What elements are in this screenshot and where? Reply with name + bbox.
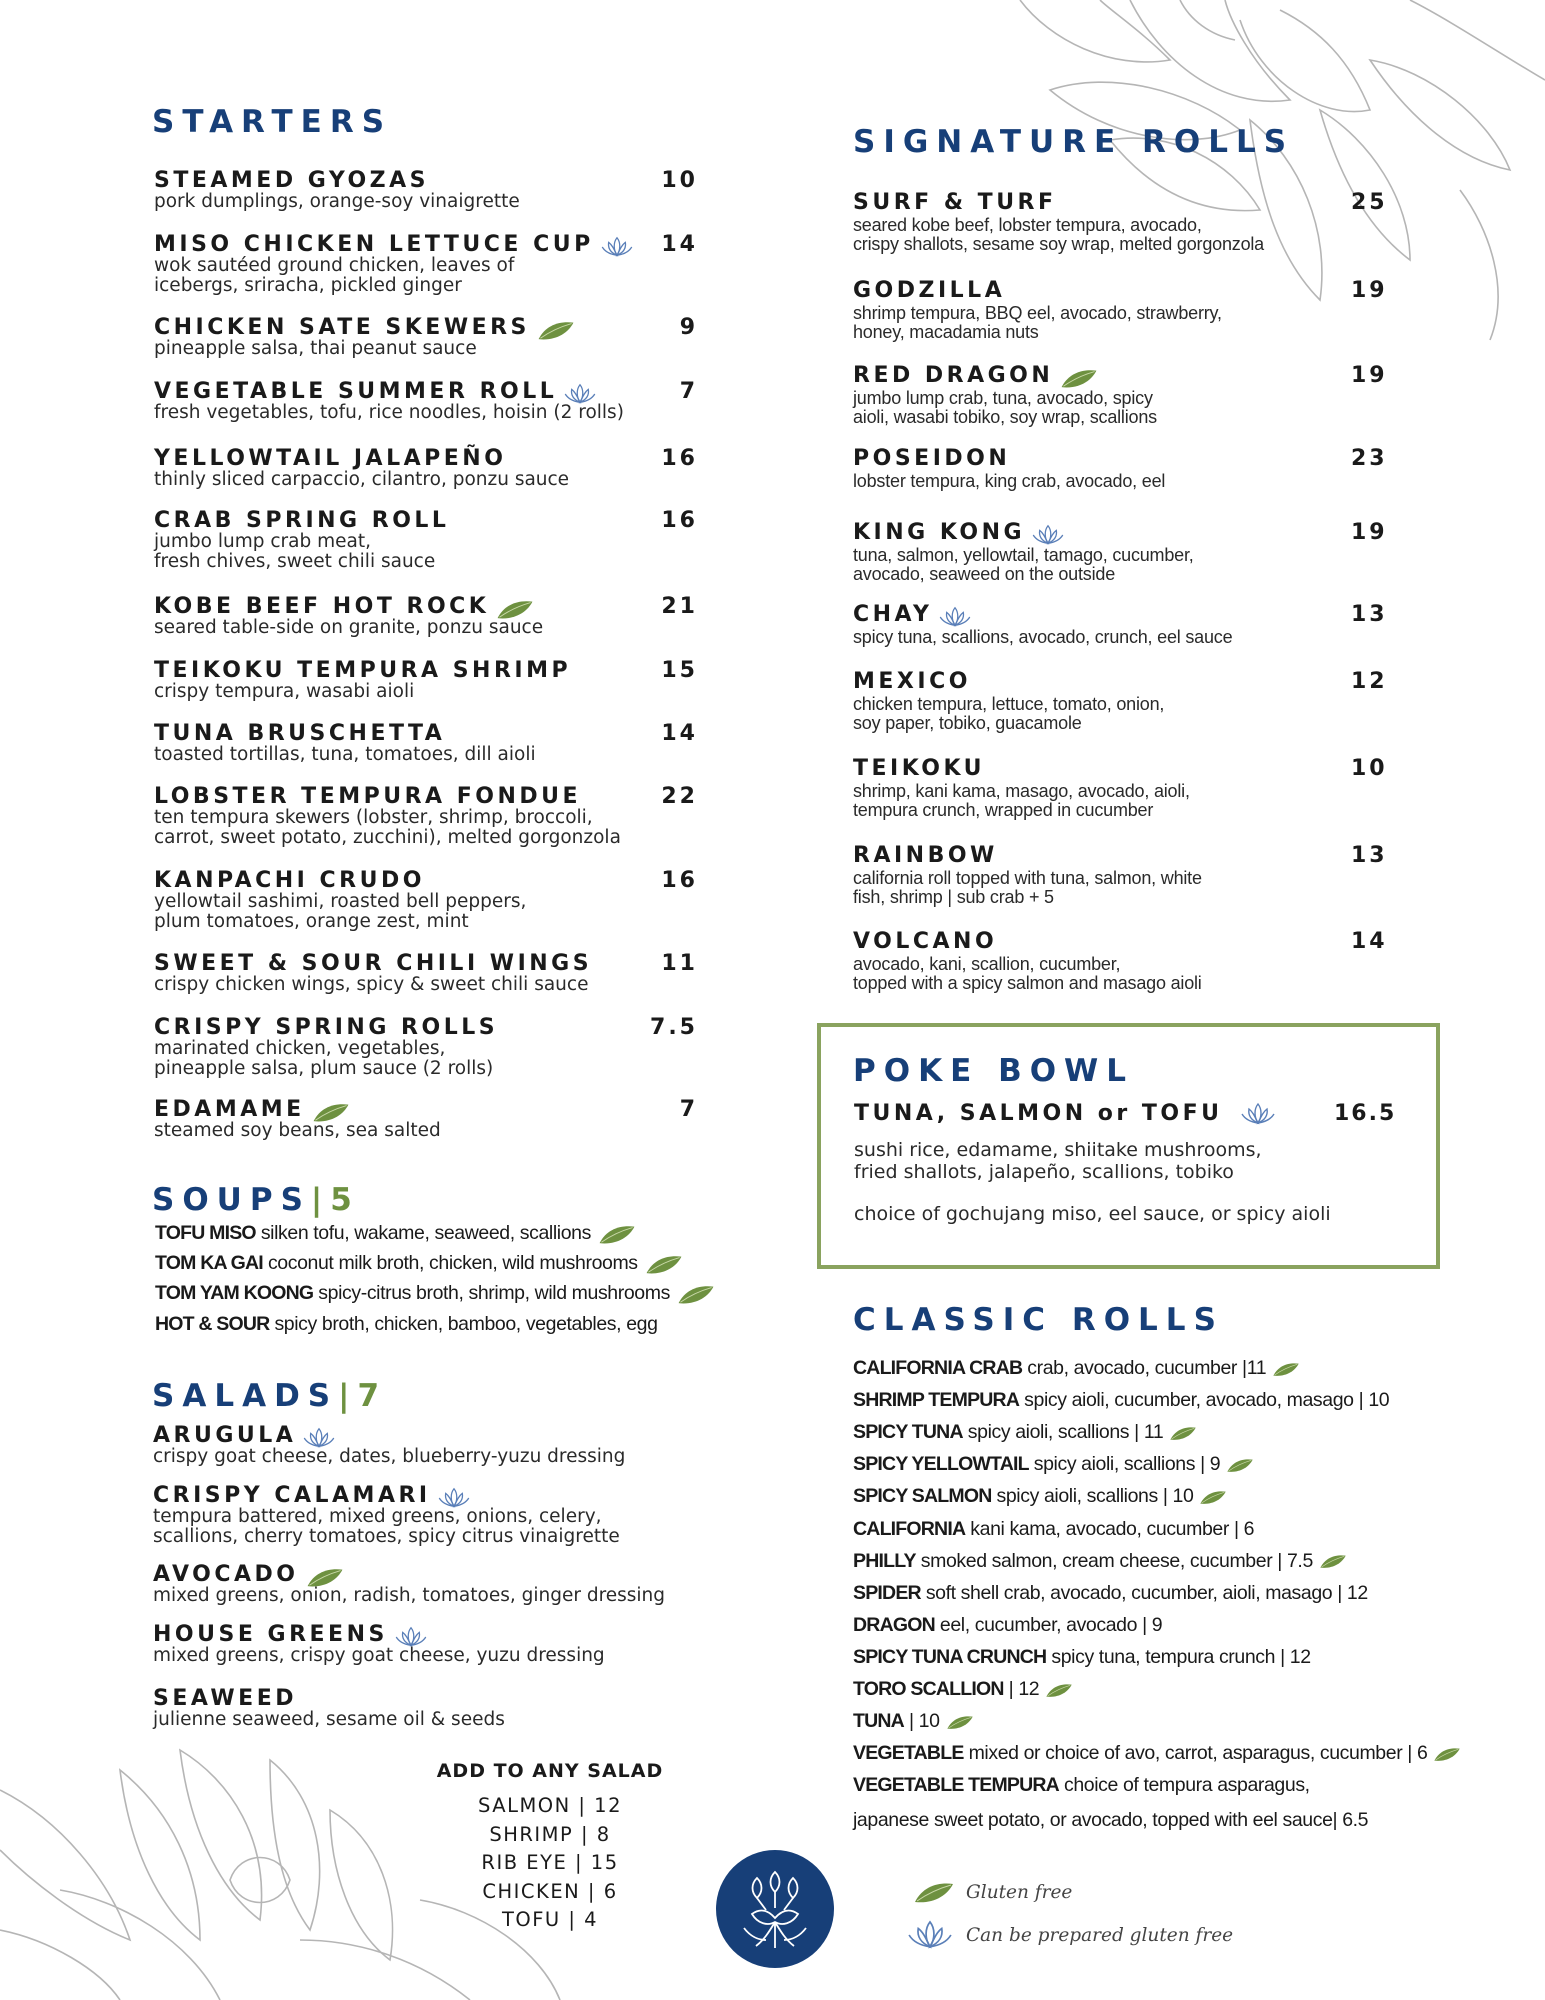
menu-item xyxy=(154,315,698,359)
starters-title: STARTERS xyxy=(152,104,393,140)
add-to-salad-list xyxy=(430,1792,670,1935)
item-name: LOBSTER TEMPURA FONDUE xyxy=(154,784,582,809)
leaf-icon xyxy=(311,1101,351,1123)
item-name: YELLOWTAIL JALAPEÑO xyxy=(154,446,507,471)
menu-item xyxy=(154,232,698,296)
item-desc: lobster tempura, king crab, avocado, eel xyxy=(853,471,1166,491)
poke-bowl-price: 16.5 xyxy=(1334,1101,1397,1126)
soup-name: TOFU MISO xyxy=(155,1222,256,1244)
menu-item xyxy=(154,1097,698,1141)
poke-bowl-name xyxy=(854,1101,1276,1127)
item-price: 23 xyxy=(1351,446,1388,471)
leaf-icon xyxy=(676,1283,716,1305)
soup-name: HOT & SOUR xyxy=(155,1313,270,1335)
item-desc: pork dumplings, orange-soy vinaigrette xyxy=(154,191,520,212)
item-desc: thinly sliced carpaccio, cilantro, ponzu sauce xyxy=(154,469,570,490)
classic-roll-item xyxy=(853,1421,1197,1444)
item-name: STEAMED GYOZAS xyxy=(154,168,429,193)
soups-title xyxy=(152,1182,360,1218)
soup-desc: spicy-citrus broth, shrimp, wild mushrooms xyxy=(318,1282,670,1304)
classic-last-line: japanese sweet potato, or avocado, topped with eel sauce| 6.5 xyxy=(853,1809,1369,1831)
roll-desc: choice of tempura asparagus, xyxy=(1058,1774,1310,1797)
item-desc: marinated chicken, vegetables, pineapple salsa, plum sauce (2 rolls) xyxy=(154,1038,494,1079)
menu-item xyxy=(853,843,1393,907)
leaf-icon xyxy=(913,1880,955,1904)
item-desc: jumbo lump crab meat, fresh chives, sweet chili sauce xyxy=(154,531,436,572)
item-price: 7.5 xyxy=(650,1015,698,1040)
soup-desc: coconut milk broth, chicken, wild mushrooms xyxy=(267,1252,638,1274)
item-desc: yellowtail sashimi, roasted bell peppers, plum tomatoes, orange zest, mint xyxy=(154,891,527,932)
item-name: GODZILLA xyxy=(853,278,1006,303)
poke-bowl-choice: choice of gochujang miso, eel sauce, or spicy aioli xyxy=(854,1203,1331,1225)
salad-item xyxy=(153,1686,713,1730)
item-desc: seared table-side on granite, ponzu sauce xyxy=(154,617,544,638)
item-price: 7 xyxy=(679,379,698,404)
item-name: HOUSE GREENS xyxy=(153,1622,388,1647)
leaf-icon xyxy=(1199,1489,1227,1505)
soup-desc: silken tofu, wakame, seaweed, scallions xyxy=(260,1222,591,1244)
classic-roll-item xyxy=(853,1582,1368,1605)
soup-item xyxy=(155,1313,658,1336)
leaf-icon xyxy=(597,1223,637,1245)
signature-rolls-title: SIGNATURE ROLLS xyxy=(853,124,1295,160)
classic-roll-item xyxy=(853,1518,1254,1541)
lotus-icon xyxy=(563,382,597,406)
menu-item xyxy=(853,602,1393,647)
leaf-icon xyxy=(1045,1682,1073,1698)
menu-item xyxy=(154,508,698,572)
roll-desc: spicy tuna, tempura crunch | 12 xyxy=(1046,1645,1311,1668)
leaf-icon xyxy=(1226,1457,1254,1473)
roll-name: SPICY TUNA CRUNCH xyxy=(853,1645,1047,1668)
roll-name: CALIFORNIA CRAB xyxy=(853,1357,1023,1379)
leaf-icon xyxy=(305,1566,345,1588)
poke-bowl-name-text: TUNA, SALMON or TOFU xyxy=(854,1101,1223,1126)
item-desc: jumbo lump crab, tuna, avocado, spicy aioli, wasabi tobiko, soy wrap, scallions xyxy=(853,388,1157,427)
menu-item xyxy=(154,868,698,932)
restaurant-logo xyxy=(714,1848,836,1970)
menu-item xyxy=(853,929,1393,993)
item-desc: california roll topped with tuna, salmon, white fish, shrimp | sub crab + 5 xyxy=(853,868,1202,907)
roll-name: TUNA xyxy=(853,1710,904,1733)
roll-name: SPICY SALMON xyxy=(853,1485,992,1508)
item-desc: wok sautéed ground chicken, leaves of icebergs, sriracha, pickled ginger xyxy=(154,255,515,296)
menu-item xyxy=(154,379,698,423)
leaf-icon xyxy=(536,319,576,341)
item-desc: shrimp, kani kama, masago, avocado, aioli, tempura crunch, wrapped in cucumber xyxy=(853,781,1190,820)
item-price: 13 xyxy=(1351,602,1388,627)
roll-name: VEGETABLE TEMPURA xyxy=(853,1774,1059,1797)
item-price: 14 xyxy=(661,232,698,257)
item-desc: avocado, kani, scallion, cucumber, topped with a spicy salmon and masago aioli xyxy=(853,954,1202,993)
lotus-icon xyxy=(600,235,634,259)
leaf-icon xyxy=(495,598,535,620)
menu-item xyxy=(154,951,698,995)
classic-roll-item xyxy=(853,1710,974,1733)
roll-name: SPIDER xyxy=(853,1581,921,1604)
menu-item xyxy=(154,168,698,212)
salad-item xyxy=(153,1562,713,1606)
item-desc: steamed soy beans, sea salted xyxy=(154,1120,441,1141)
addon-item: CHICKEN | 6 xyxy=(482,1879,618,1903)
item-name: VEGETABLE SUMMER ROLL xyxy=(154,379,558,404)
leaf-icon xyxy=(1169,1425,1197,1441)
add-to-salad xyxy=(430,1760,670,1935)
item-desc: toasted tortillas, tuna, tomatoes, dill aioli xyxy=(154,744,536,765)
item-name: TEIKOKU xyxy=(853,756,986,781)
item-price: 16 xyxy=(661,446,698,471)
addon-item: TOFU | 4 xyxy=(501,1908,599,1931)
menu-item xyxy=(853,756,1393,820)
soup-item xyxy=(155,1252,684,1275)
item-desc: pineapple salsa, thai peanut sauce xyxy=(154,338,477,359)
salad-item xyxy=(153,1483,713,1547)
classic-roll-item xyxy=(853,1550,1347,1573)
item-name: TUNA BRUSCHETTA xyxy=(154,721,446,746)
item-desc: julienne seaweed, sesame oil & seeds xyxy=(153,1709,505,1730)
menu-item xyxy=(853,278,1393,342)
leaf-icon xyxy=(1433,1746,1461,1762)
classic-roll-item xyxy=(853,1742,1461,1765)
soups-title-text: SOUPS xyxy=(152,1182,311,1218)
item-desc: fresh vegetables, tofu, rice noodles, hoisin (2 rolls) xyxy=(154,402,624,423)
item-name: TEIKOKU TEMPURA SHRIMP xyxy=(154,658,572,683)
menu-item xyxy=(853,669,1393,733)
item-name: SEAWEED xyxy=(153,1686,297,1711)
item-price: 16 xyxy=(661,868,698,893)
item-price: 15 xyxy=(661,658,698,683)
soup-item xyxy=(155,1282,716,1305)
lotus-icon xyxy=(1031,523,1065,547)
classic-rolls-title: CLASSIC ROLLS xyxy=(853,1302,1224,1338)
item-price: 16 xyxy=(661,508,698,533)
salads-title-text: SALADS xyxy=(152,1378,339,1414)
item-price: 14 xyxy=(661,721,698,746)
item-price: 10 xyxy=(1351,756,1388,781)
item-name: EDAMAME xyxy=(154,1097,305,1122)
soup-name: TOM KA GAI xyxy=(155,1252,263,1274)
roll-desc: eel, cucumber, avocado | 9 xyxy=(934,1613,1163,1636)
item-name: KOBE BEEF HOT ROCK xyxy=(154,594,490,619)
item-name: VOLCANO xyxy=(853,929,998,954)
legend-can-be-gluten-free: Can be prepared gluten free xyxy=(966,1925,1234,1946)
item-price: 25 xyxy=(1351,190,1388,215)
item-desc: spicy tuna, scallions, avocado, crunch, eel sauce xyxy=(853,627,1233,647)
roll-desc: spicy aioli, scallions | 10 xyxy=(991,1485,1194,1508)
soup-desc: spicy broth, chicken, bamboo, vegetables, egg xyxy=(274,1313,658,1335)
item-name: CRISPY SPRING ROLLS xyxy=(154,1015,499,1040)
poke-bowl-title: POKE BOWL xyxy=(853,1053,1134,1089)
item-name: SWEET & SOUR CHILI WINGS xyxy=(154,951,593,976)
menu-item xyxy=(154,658,698,702)
item-name: CRISPY CALAMARI xyxy=(153,1483,431,1508)
roll-name: SHRIMP TEMPURA xyxy=(853,1389,1020,1412)
soups-price: |5 xyxy=(310,1182,360,1218)
lotus-icon xyxy=(938,605,972,629)
item-price: 12 xyxy=(1351,669,1388,694)
classic-roll-item xyxy=(853,1614,1162,1637)
classic-roll-item xyxy=(853,1485,1227,1508)
lotus-icon xyxy=(437,1486,471,1510)
item-name: RED DRAGON xyxy=(853,363,1054,388)
item-price: 22 xyxy=(661,784,698,809)
roll-desc: kani kama, avocado, cucumber | 6 xyxy=(965,1517,1255,1540)
leaf-icon xyxy=(1059,367,1099,389)
item-desc: ten tempura skewers (lobster, shrimp, broccoli, carrot, sweet potato, zucchini), melted gorgonzola xyxy=(154,807,621,848)
item-desc: tuna, salmon, yellowtail, tamago, cucumber, avocado, seaweed on the outside xyxy=(853,545,1194,584)
item-price: 13 xyxy=(1351,843,1388,868)
menu-item xyxy=(853,520,1393,584)
lotus-icon xyxy=(394,1625,428,1649)
roll-name: VEGETABLE xyxy=(853,1742,964,1765)
item-price: 19 xyxy=(1351,363,1388,388)
menu-item xyxy=(154,784,698,848)
roll-name: SPICY TUNA xyxy=(853,1421,963,1444)
item-desc: tempura battered, mixed greens, onions, celery, scallions, cherry tomatoes, spicy citrus vinaigrette xyxy=(153,1506,620,1547)
roll-desc: | 12 xyxy=(1003,1678,1040,1700)
roll-desc: soft shell crab, avocado, cucumber, aioli, masago | 12 xyxy=(920,1581,1368,1604)
item-desc: shrimp tempura, BBQ eel, avocado, strawberry, honey, macadamia nuts xyxy=(853,303,1222,342)
roll-desc: smoked salmon, cream cheese, cucumber | 7.5 xyxy=(915,1549,1313,1572)
soup-name: TOM YAM KOONG xyxy=(155,1282,314,1304)
item-name: MISO CHICKEN LETTUCE CUP xyxy=(154,232,594,257)
leaf-icon xyxy=(946,1714,974,1730)
item-desc: mixed greens, onion, radish, tomatoes, ginger dressing xyxy=(153,1585,666,1606)
item-price: 11 xyxy=(661,951,698,976)
item-desc: chicken tempura, lettuce, tomato, onion, soy paper, tobiko, guacamole xyxy=(853,694,1165,733)
roll-name: PHILLY xyxy=(853,1549,916,1572)
lotus-icon xyxy=(1240,1101,1276,1127)
item-price: 19 xyxy=(1351,278,1388,303)
salads-title xyxy=(152,1378,387,1414)
roll-name: SPICY YELLOWTAIL xyxy=(853,1453,1029,1476)
classic-roll-item xyxy=(853,1646,1311,1669)
salad-item xyxy=(153,1622,713,1666)
item-name: CRAB SPRING ROLL xyxy=(154,508,450,533)
item-desc: crispy tempura, wasabi aioli xyxy=(154,681,415,702)
roll-desc: crab, avocado, cucumber |11 xyxy=(1022,1357,1267,1379)
addon-item: RIB EYE | 15 xyxy=(481,1851,619,1874)
item-desc: crispy chicken wings, spicy & sweet chili sauce xyxy=(154,974,589,995)
item-price: 7 xyxy=(679,1097,698,1122)
item-price: 21 xyxy=(661,594,698,619)
soup-item xyxy=(155,1222,637,1245)
classic-roll-item xyxy=(853,1357,1300,1380)
menu-item xyxy=(853,363,1393,427)
menu-item xyxy=(154,721,698,765)
roll-desc: spicy aioli, scallions | 9 xyxy=(1028,1453,1221,1476)
roll-desc: spicy aioli, cucumber, avocado, masago | 10 xyxy=(1019,1389,1390,1412)
menu-item xyxy=(154,446,698,490)
addon-item: SALMON | 12 xyxy=(478,1794,622,1817)
item-name: ARUGULA xyxy=(153,1423,297,1448)
item-name: MEXICO xyxy=(853,669,971,694)
roll-name: CALIFORNIA xyxy=(853,1517,966,1540)
item-name: CHICKEN SATE SKEWERS xyxy=(154,315,530,340)
menu-item xyxy=(853,446,1393,491)
leaf-icon xyxy=(644,1253,684,1275)
item-name: AVOCADO xyxy=(153,1562,299,1587)
salads-price: |7 xyxy=(338,1378,388,1414)
item-name: POSEIDON xyxy=(853,446,1011,471)
menu-item xyxy=(853,190,1393,254)
classic-roll-item xyxy=(853,1678,1073,1701)
item-name: CHAY xyxy=(853,602,933,627)
item-price: 9 xyxy=(679,315,698,340)
legend-gluten-free: Gluten free xyxy=(966,1882,1073,1903)
roll-name: TORO SCALLION xyxy=(853,1678,1004,1700)
item-price: 10 xyxy=(661,168,698,193)
add-to-salad-title: ADD TO ANY SALAD xyxy=(436,1760,664,1782)
menu-item xyxy=(154,1015,698,1079)
roll-desc: | 10 xyxy=(903,1710,940,1733)
roll-desc: spicy aioli, scallions | 11 xyxy=(962,1421,1164,1444)
poke-bowl-desc: sushi rice, edamame, shiitake mushrooms, fried shallots, jalapeño, scallions, tobiko xyxy=(854,1139,1262,1183)
classic-roll-item xyxy=(853,1389,1389,1412)
addon-item: SHRIMP | 8 xyxy=(489,1822,611,1846)
item-desc: crispy goat cheese, dates, blueberry-yuzu dressing xyxy=(153,1446,626,1467)
item-name: RAINBOW xyxy=(853,843,998,868)
item-name: SURF & TURF xyxy=(853,190,1057,215)
salad-item xyxy=(153,1423,713,1467)
item-name: KANPACHI CRUDO xyxy=(154,868,425,893)
menu-item xyxy=(154,594,698,638)
leaf-icon xyxy=(1272,1361,1300,1377)
poke-bowl-box xyxy=(817,1023,1440,1269)
item-price: 14 xyxy=(1351,929,1388,954)
roll-name: DRAGON xyxy=(853,1613,935,1636)
classic-roll-item xyxy=(853,1774,1310,1797)
leaf-icon xyxy=(1319,1553,1347,1569)
roll-desc: mixed or choice of avo, carrot, asparagus, cucumber | 6 xyxy=(963,1742,1428,1765)
lotus-icon xyxy=(905,1918,955,1952)
classic-roll-item xyxy=(853,1453,1254,1476)
lotus-icon xyxy=(302,1426,336,1450)
item-price: 19 xyxy=(1351,520,1388,545)
item-name: KING KONG xyxy=(853,520,1026,545)
item-desc: mixed greens, crispy goat cheese, yuzu dressing xyxy=(153,1645,605,1666)
item-desc: seared kobe beef, lobster tempura, avocado, crispy shallots, sesame soy wrap, melted gorgonzola xyxy=(853,215,1264,254)
